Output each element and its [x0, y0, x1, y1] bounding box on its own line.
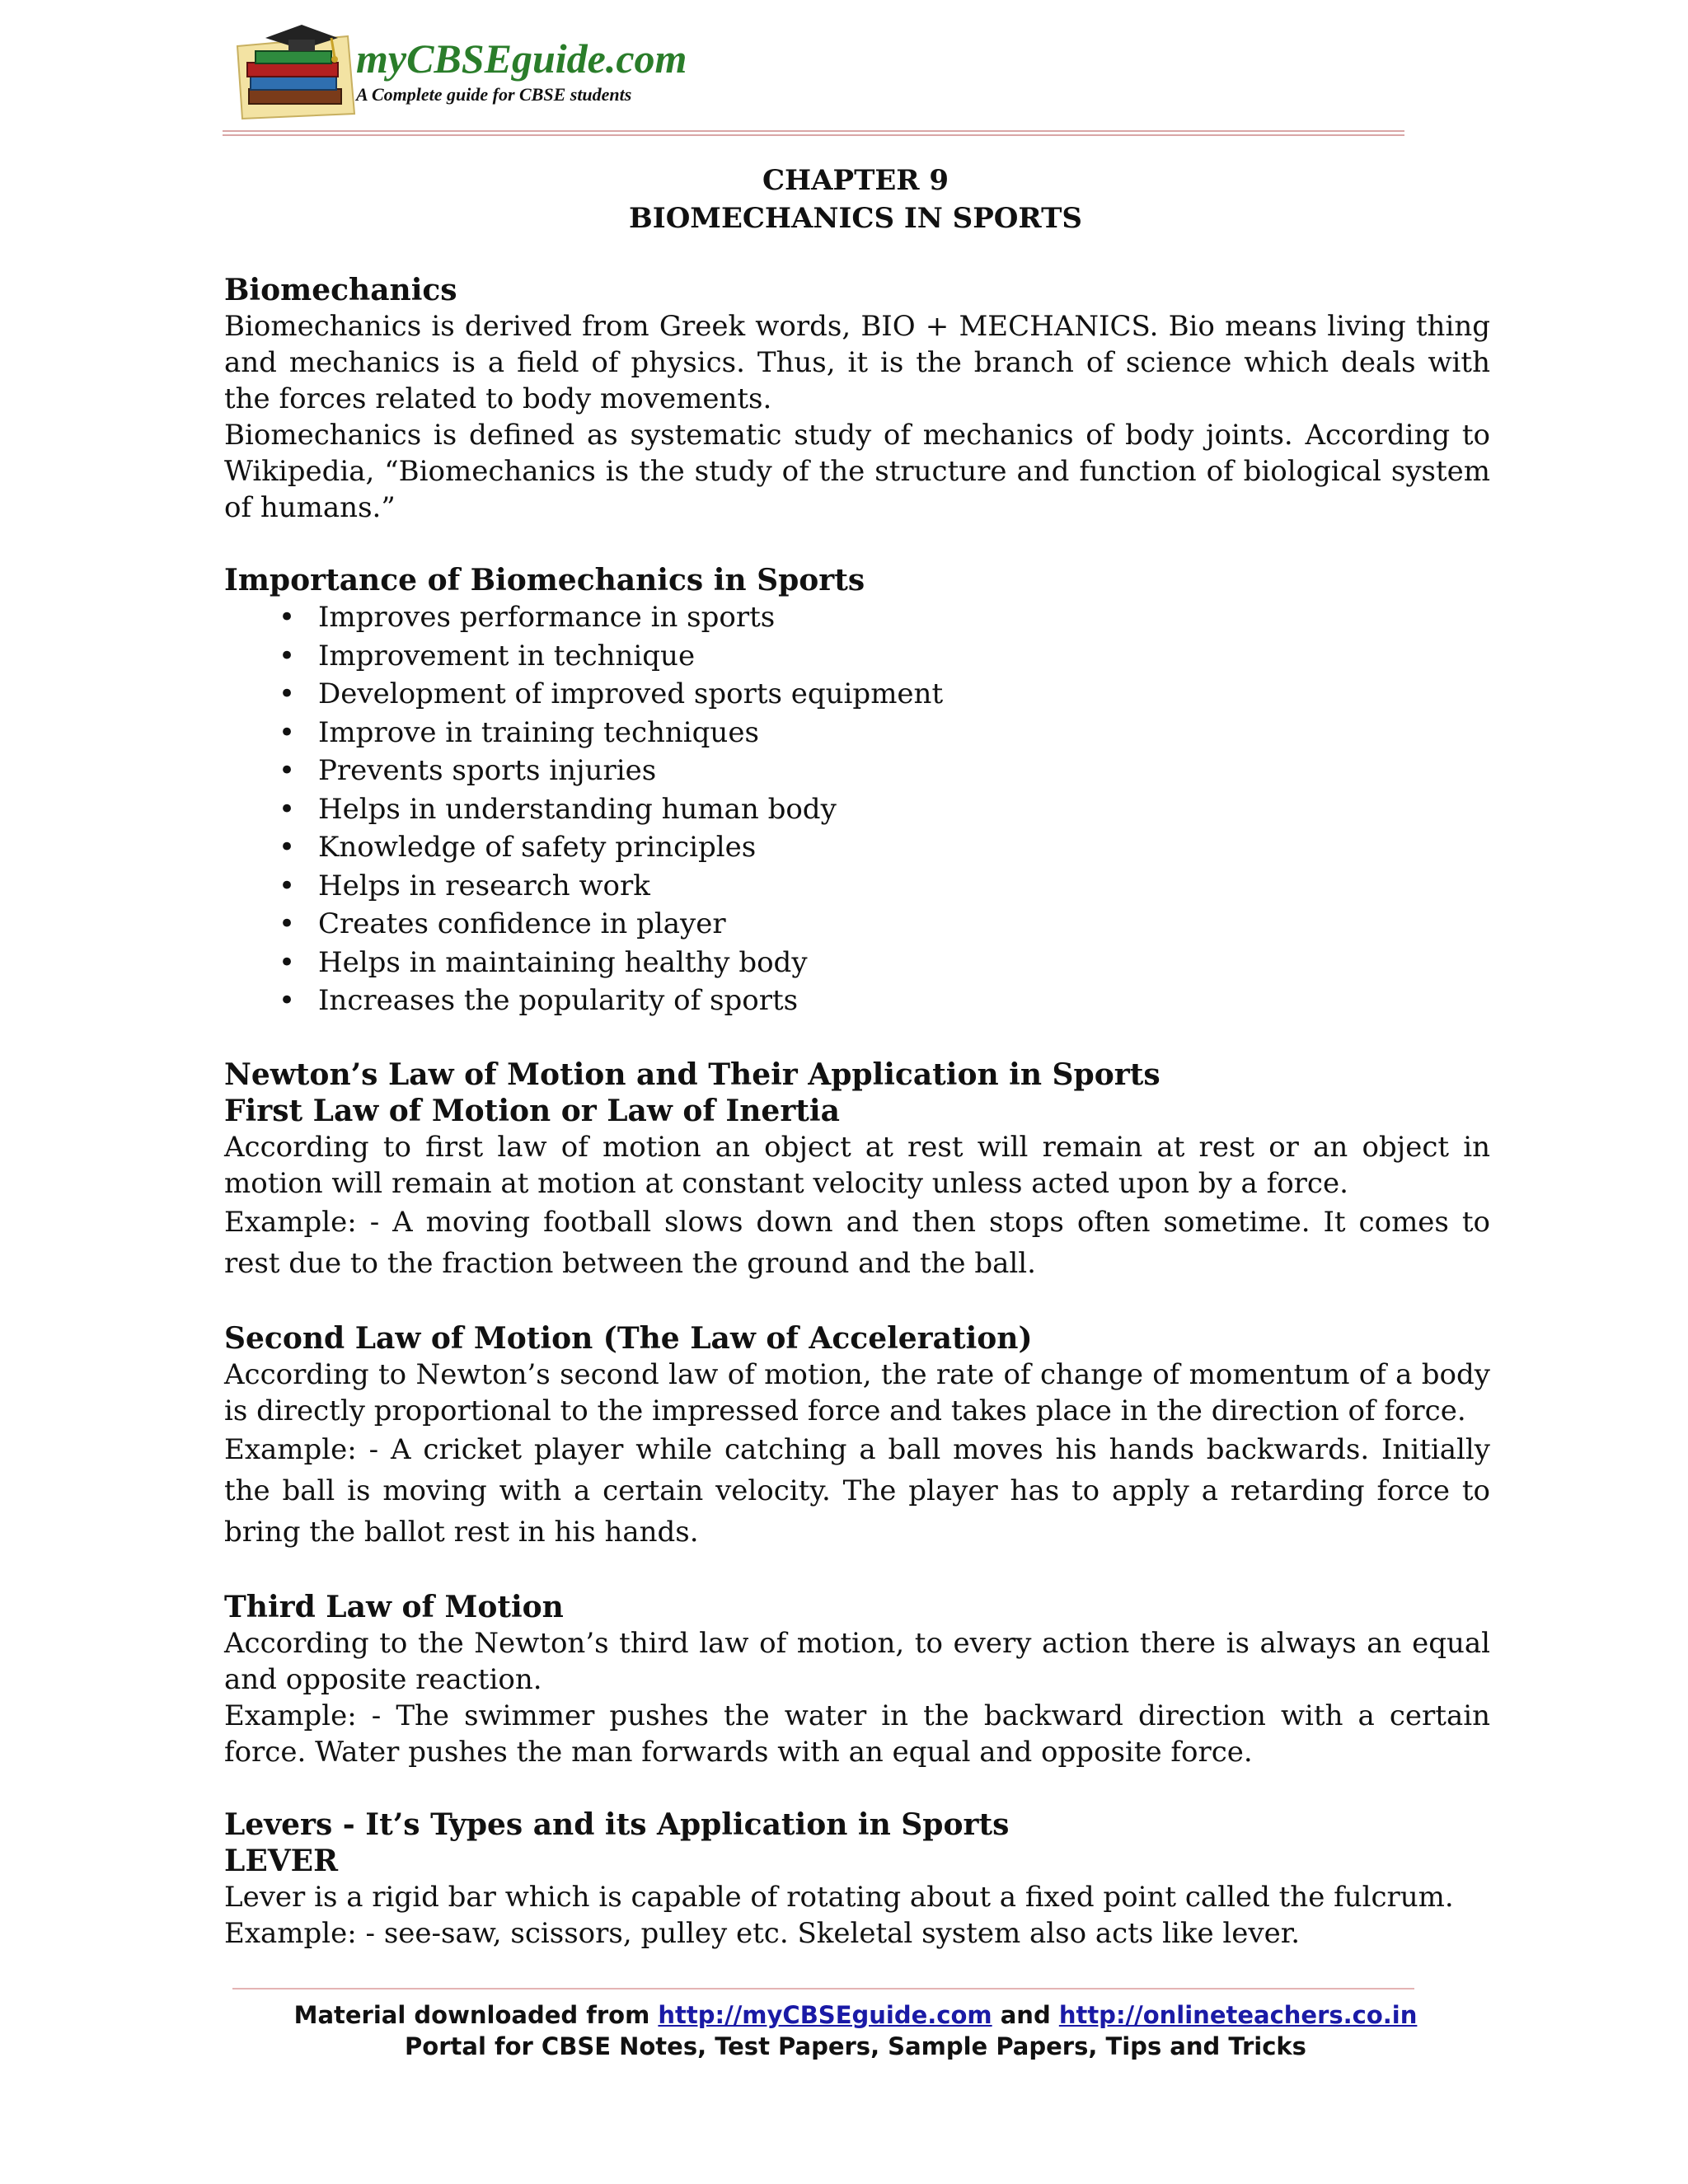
- bullet-icon: •: [279, 754, 296, 787]
- brand-tagline: A Complete guide for CBSE students: [356, 84, 632, 105]
- paragraph: According to first law of motion an object at rest will remain at rest or an object in motion will remain at motion at constant velocity unless acted upon by a force.: [224, 1130, 1490, 1200]
- list-item: • Helps in research work: [224, 867, 1490, 906]
- example-paragraph: Example: - The swimmer pushes the water in the backward direction with a certain force. Water pushes the man forwards with an equal and opposite force.: [224, 1699, 1490, 1769]
- subheading-lever: LEVER: [224, 1843, 339, 1878]
- bullet-icon: •: [279, 907, 296, 940]
- paragraph: Lever is a rigid bar which is capable of rotating about a fixed point called the fulcrum.: [224, 1880, 1454, 1914]
- example-paragraph: Example: - see-saw, scissors, pulley etc. Skeletal system also acts like lever.: [224, 1916, 1301, 1950]
- subheading-first-law: First Law of Motion or Law of Inertia: [224, 1093, 840, 1128]
- section-heading-biomechanics: Biomechanics: [224, 273, 457, 307]
- footer-prefix: Material downloaded from: [293, 2001, 659, 2029]
- paragraph: Biomechanics is defined as systematic study of mechanics of body joints. According to Wikipedia, “Biomechanics is the study of the structure and function of biological system of humans.”: [224, 419, 1490, 524]
- list-item: • Knowledge of safety principles: [224, 828, 1490, 867]
- list-item: • Improve in training techniques: [224, 714, 1490, 752]
- list-item: • Helps in maintaining healthy body: [224, 944, 1490, 982]
- section-heading-importance: Importance of Biomechanics in Sports: [224, 563, 865, 598]
- paragraph: According to Newton’s second law of motion, the rate of change of momentum of a body is directly proportional to the impressed force and takes place in the direction of force.: [224, 1357, 1490, 1427]
- books-icon: [232, 21, 356, 122]
- paragraph: According to the Newton’s third law of motion, to every action there is always an equal and opposite reaction.: [224, 1626, 1490, 1696]
- chapter-title: [0, 162, 1688, 237]
- header-divider: [223, 130, 1404, 136]
- list-item: • Creates confidence in player: [224, 905, 1490, 944]
- list-item: • Improvement in technique: [224, 637, 1490, 676]
- importance-list: [224, 598, 1490, 1020]
- example-paragraph: Example: - A moving football slows down and then stops often sometime. It comes to rest due to the fraction between the ground and the ball.: [224, 1205, 1490, 1280]
- page-footer: [0, 1999, 1688, 2062]
- bullet-icon: •: [279, 792, 296, 826]
- bullet-icon: •: [279, 601, 296, 634]
- brand-name: myCBSEguide.com: [356, 35, 687, 82]
- list-item: • Helps in understanding human body: [224, 790, 1490, 829]
- footer-divider: [232, 1988, 1414, 1990]
- chapter-subtitle: BIOMECHANICS IN SPORTS: [629, 202, 1082, 235]
- site-logo: [232, 21, 687, 122]
- section-heading-newton: Newton’s Law of Motion and Their Application in Sports: [224, 1057, 1160, 1092]
- footer-line-1: [0, 1999, 1688, 2031]
- list-item: • Development of improved sports equipment: [224, 675, 1490, 714]
- example-paragraph: Example: - A cricket player while catching a ball moves his hands backwards. Initially the ball is moving with a certain velocity. The player has to apply a retarding force to bring the ballot rest in his hands.: [224, 1432, 1490, 1549]
- bullet-icon: •: [279, 831, 296, 864]
- list-item: • Increases the popularity of sports: [224, 982, 1490, 1020]
- footer-and: and: [992, 2001, 1059, 2029]
- bullet-icon: •: [279, 984, 296, 1017]
- subheading-second-law: Second Law of Motion (The Law of Acceleration): [224, 1320, 1033, 1356]
- chapter-number: CHAPTER 9: [762, 164, 950, 197]
- document-body: [224, 272, 1490, 1952]
- paragraph: Biomechanics is derived from Greek words, BIO + MECHANICS. Bio means living thing and mechanics is a field of physics. Thus, it is the branch of science which deals with the forces related to body movements.: [224, 310, 1490, 415]
- list-item: • Improves performance in sports: [224, 598, 1490, 637]
- footer-link-mycbseguide[interactable]: http://myCBSEguide.com: [658, 2001, 992, 2029]
- footer-link-onlineteachers[interactable]: http://onlineteachers.co.in: [1058, 2001, 1418, 2029]
- bullet-icon: •: [279, 639, 296, 673]
- list-item: • Prevents sports injuries: [224, 752, 1490, 790]
- bullet-icon: •: [279, 715, 296, 749]
- bullet-icon: •: [279, 869, 296, 902]
- subheading-third-law: Third Law of Motion: [224, 1589, 564, 1624]
- footer-line-2: Portal for CBSE Notes, Test Papers, Sample Papers, Tips and Tricks: [405, 2032, 1306, 2060]
- bullet-icon: •: [279, 677, 296, 710]
- section-heading-levers: Levers - It’s Types and its Application in Sports: [224, 1807, 1010, 1842]
- bullet-icon: •: [279, 945, 296, 979]
